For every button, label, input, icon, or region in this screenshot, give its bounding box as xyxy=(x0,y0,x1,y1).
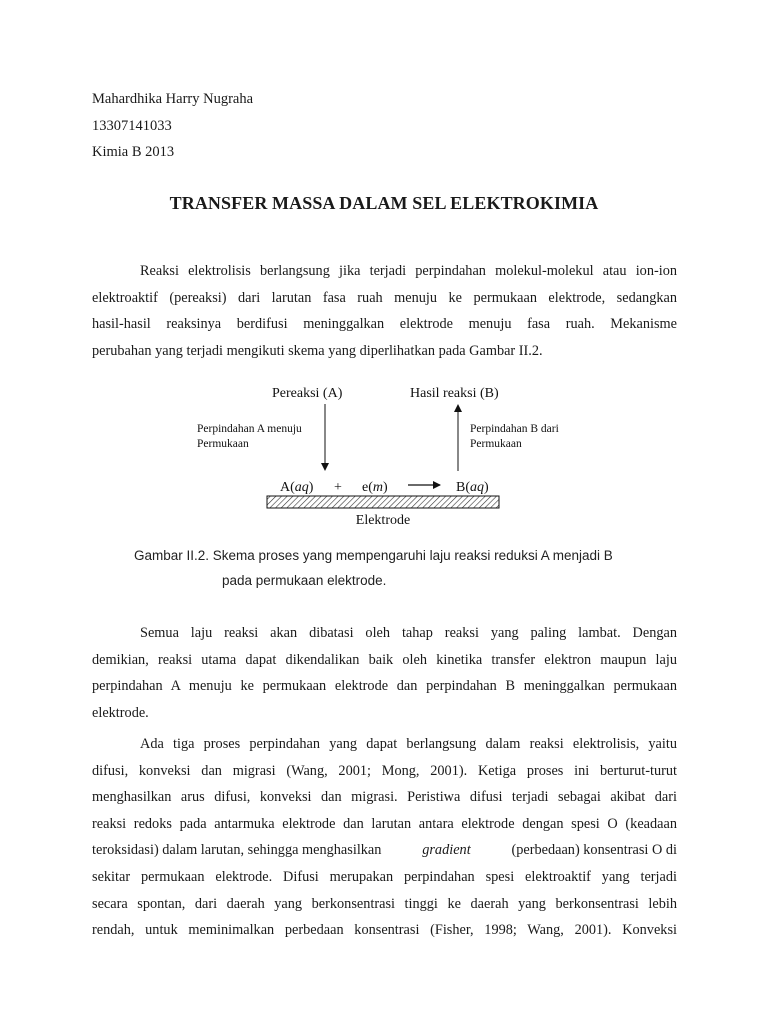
eq-b-close: ) xyxy=(484,480,489,495)
paragraph-line: demikian, reaksi utama dapat dikendalikan baik oleh kinetika transfer elektron maupun laju xyxy=(92,651,677,668)
paragraph-2 xyxy=(92,620,677,726)
italic-term-gradient: gradient xyxy=(422,842,471,859)
paragraph-line: elektrode. xyxy=(92,704,149,721)
eq-b-italic: aq xyxy=(470,480,484,495)
electrode-bar xyxy=(267,496,499,508)
eq-b-text: B( xyxy=(456,480,470,495)
document-title: TRANSFER MASSA DALAM SEL ELEKTROKIMIA xyxy=(169,193,599,213)
paragraph-line: Semua laju reaksi akan dibatasi oleh tahap reaksi yang paling lambat. Dengan xyxy=(140,625,677,641)
eq-a-close: ) xyxy=(308,480,314,495)
paragraph-line: sekitar permukaan elektrode. Difusi merupakan perpindahan spesi elektroaktif yang terjadi xyxy=(92,868,677,885)
paragraph-line: rendah, untuk meminimalkan perbedaan konsentrasi (Fisher, 1998; Wang, 2001). Konveksi xyxy=(92,922,677,939)
eq-e-italic: m xyxy=(372,480,384,495)
paragraph-line: difusi, konveksi dan migrasi (Wang, 2001; Mong, 2001). Ketiga proses ini berturut-turut xyxy=(92,762,677,779)
line-segment: teroksidasi) dalam larutan, sehingga menghasilkan xyxy=(92,842,382,859)
paragraph-line: Ada tiga proses perpindahan yang dapat berlangsung dalam reaksi elektrolisis, yaitu xyxy=(140,736,677,752)
author-id: 13307141033 xyxy=(92,117,172,134)
product-label: Hasil reaksi (B) xyxy=(410,386,499,401)
caption-line-1: Gambar II.2. Skema proses yang mempengaruhi laju reaksi reduksi A menjadi B xyxy=(134,548,613,563)
paragraph-line: secara spontan, dari daerah yang berkonsentrasi tinggi ke daerah yang berkonsentrasi lebih xyxy=(92,895,677,912)
right-note-line-2: Permukaan xyxy=(470,438,522,450)
figure-electrode-scheme xyxy=(190,378,559,534)
equation-species-b xyxy=(456,480,489,495)
line-segment: (perbedaan) konsentrasi O di xyxy=(511,842,677,859)
paragraph-line: menghasilkan arus difusi, konveksi dan migrasi. Peristiwa difusi terjadi sebagai akibat dari xyxy=(92,789,677,806)
right-note-line-1: Perpindahan B dari xyxy=(470,423,559,435)
caption-line-2: pada permukaan elektrode. xyxy=(222,573,387,588)
eq-e-close: ) xyxy=(383,480,388,495)
paragraph-line xyxy=(92,837,677,864)
author-class: Kimia B 2013 xyxy=(92,144,175,160)
equation-species-a xyxy=(280,480,314,495)
paragraph-line: elektroaktif (pereaksi) dari larutan fasa ruah menuju ke permukaan elektrode, sedangkan xyxy=(92,289,677,306)
author-block xyxy=(92,86,253,166)
paragraph-line: perpindahan A menuju ke permukaan elektrode dan perpindahan B meninggalkan permukaan xyxy=(92,678,677,695)
equation-electron xyxy=(362,480,388,495)
equation-plus: + xyxy=(334,480,342,495)
electrode-label: Elektrode xyxy=(355,513,411,528)
eq-e-text: e( xyxy=(362,480,373,495)
paragraph-line: hasil-hasil reaksinya berdifusi meninggalkan elektrode menuju fasa ruah. Mekanisme xyxy=(92,316,677,333)
reactant-label: Pereaksi (A) xyxy=(272,386,343,401)
eq-a-italic: aq xyxy=(294,480,309,495)
figure-caption xyxy=(134,543,613,593)
eq-a-text: A( xyxy=(280,480,295,495)
left-note-line-1: Perpindahan A menuju xyxy=(197,423,302,435)
paragraph-1 xyxy=(92,258,677,364)
paragraph-3 xyxy=(92,731,677,944)
left-note-line-2: Permukaan xyxy=(197,438,249,450)
author-name: Mahardhika Harry Nugraha xyxy=(92,91,254,107)
paragraph-line: reaksi redoks pada antarmuka elektrode dan larutan antara elektrode dengan spesi O (keadaan xyxy=(92,815,677,832)
paragraph-line: perubahan yang terjadi mengikuti skema yang diperlihatkan pada Gambar II.2. xyxy=(92,342,543,359)
paragraph-line: Reaksi elektrolisis berlangsung jika terjadi perpindahan molekul-molekul atau ion-ion xyxy=(140,263,677,279)
